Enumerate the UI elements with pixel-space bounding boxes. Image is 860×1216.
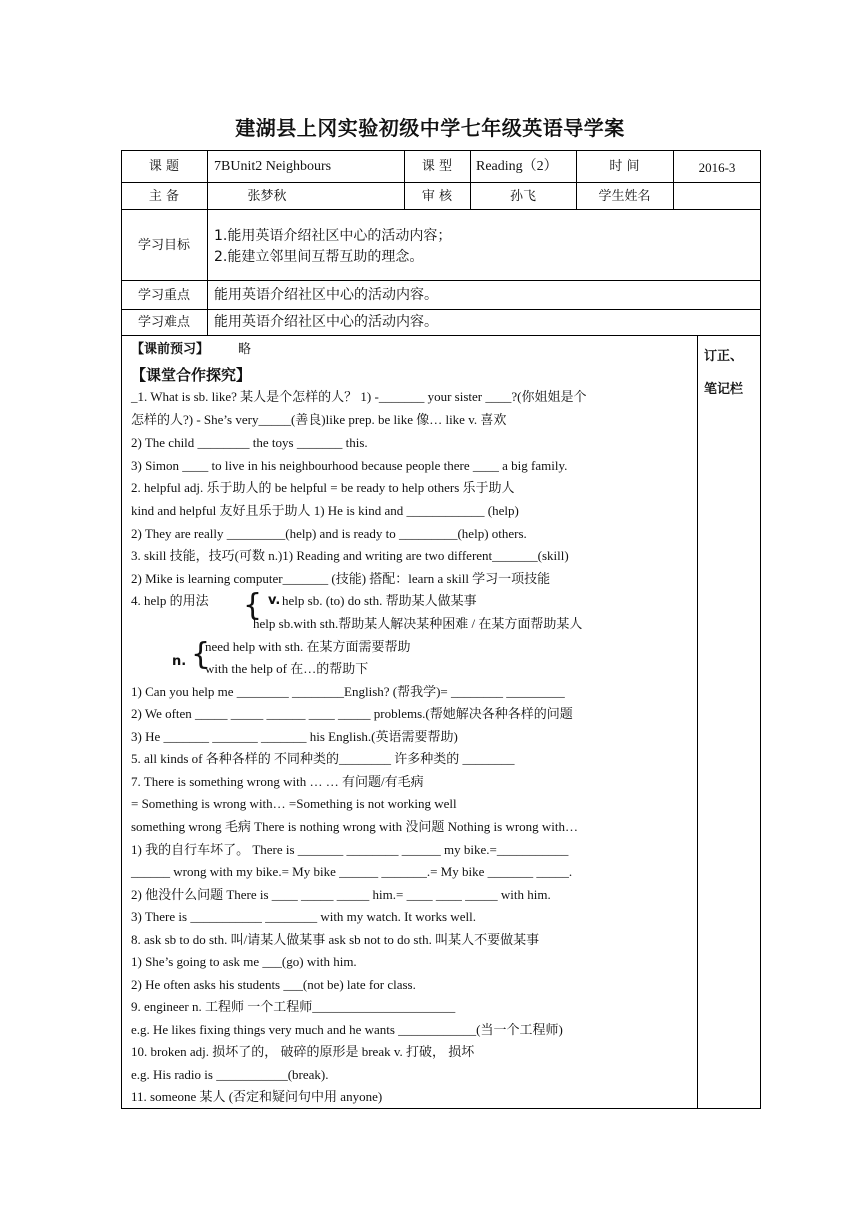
noun-marker: n. (172, 654, 187, 669)
body-line: 11. someone 某人 (否定和疑问句中用 anyone) (131, 1089, 383, 1104)
col-divider (697, 335, 698, 1109)
preview-heading: 【课前预习】 (131, 342, 210, 357)
body-line: kind and helpful 友好且乐于助人 1) He is kind and ____________ (help) (131, 503, 519, 518)
prep-label: 主 备 (148, 189, 180, 204)
body-line: 8. ask sb to do sth. 叫/请某人做某事 ask sb not to do sth. 叫某人不要做某事 (131, 932, 540, 947)
body-line: 3) He _______ _______ _______ his English.(英语需要帮助) (131, 729, 458, 744)
body-line: something wrong 毛病 There is nothing wrong with 没问题 Nothing is wrong with… (131, 819, 579, 834)
col-divider (673, 150, 674, 209)
body-line: 5. all kinds of 各种各样的 不同种类的________ 许多种类的 ________ (131, 751, 515, 766)
body-line: 2) They are really _________(help) and is ready to _________(help) others. (131, 526, 527, 541)
body-line: 2. helpful adj. 乐于助人的 be helpful = be ready to help others 乐于助人 (131, 480, 515, 495)
type-label: 课 型 (421, 159, 453, 174)
focus-value: 能用英语介绍社区中心的活动内容。 (214, 287, 438, 303)
body-line: _1. What is sb. like? 某人是个怎样的人？ 1) -_______ your sister ____?(你姐姐是个 (131, 389, 587, 404)
body-line: 1) 我的自行车坏了。 There is _______ ________ ______ my bike.=___________ (131, 842, 569, 857)
notes-column-label: 订正、 (704, 349, 744, 364)
topic-value: 7BUnit2 Neighbours (214, 159, 332, 174)
brace-icon: { (243, 588, 263, 623)
row-divider (121, 335, 761, 336)
time-label: 时 间 (609, 159, 640, 174)
row-divider (121, 209, 761, 210)
body-line: 4. help 的用法 (131, 593, 209, 608)
body-line: with the help of 在…的帮助下 (205, 661, 369, 676)
student-name-field[interactable] (676, 189, 758, 205)
body-line: ______ wrong with my bike.= My bike ______ _______.= My bike _______ _____. (131, 864, 573, 879)
body-line: 怎样的人?) - She’s very_____(善良)like prep. be like 像… like v. 喜欢 (131, 412, 507, 427)
body-line: 1) She’s going to ask me ___(go) with him. (131, 954, 357, 969)
body-line: 2) The child ________ the toys _______ this. (131, 435, 368, 450)
notes-column-label: 笔记栏 (704, 382, 744, 397)
body-line: e.g. He likes fixing things very much and he wants ____________(当一个工程师) (131, 1022, 563, 1037)
body-line: e.g. His radio is ___________(break). (131, 1067, 329, 1082)
body-line: help sb. (to) do sth. 帮助某人做某事 (282, 593, 477, 608)
body-line: 3) There is ___________ ________ with my watch. It works well. (131, 909, 476, 924)
body-line: 2) We often _____ _____ ______ ____ _____ problems.(帮她解决各种各样的问题 (131, 706, 573, 721)
page-title: 建湖县上冈实验初级中学七年级英语导学案 (235, 116, 625, 140)
student-name-label: 学生姓名 (598, 189, 651, 204)
body-line: 9. engineer n. 工程师 一个工程师______________________ (131, 999, 456, 1014)
preview-text: 略 (238, 342, 252, 357)
review-value: 孙飞 (509, 189, 536, 204)
focus-label: 学习重点 (137, 288, 190, 303)
body-line: 2) Mike is learning computer_______ (技能) 搭配：learn a skill 学习一项技能 (131, 571, 551, 586)
body-line: 1) Can you help me ________ ________English? (帮我学)= ________ _________ (131, 684, 565, 699)
body-line: 3. skill 技能，技巧(可数 n.)1) Reading and writing are two different_______(skill) (131, 548, 569, 563)
review-label: 审 核 (421, 189, 453, 204)
body-line: 7. There is something wrong with … … 有问题/有毛病 (131, 774, 424, 789)
difficulty-label: 学习难点 (137, 315, 190, 330)
goals-label: 学习目标 (137, 238, 190, 253)
body-line: 2) He often asks his students ___(not be) late for class. (131, 977, 416, 992)
brace-icon: { (191, 637, 211, 672)
body-line: 2) 他没什么问题 There is ____ _____ _____ him.= ____ ____ _____ with him. (131, 887, 551, 902)
prep-value: 张梦秋 (247, 189, 287, 204)
explore-heading: 【课堂合作探究】 (131, 366, 252, 384)
body-line: 3) Simon ____ to live in his neighbourhood because people there ____ a big family. (131, 458, 568, 473)
time-value: 2016-3 (698, 160, 736, 175)
difficulty-value: 能用英语介绍社区中心的活动内容。 (214, 314, 438, 330)
body-line: need help with sth. 在某方面需要帮助 (205, 639, 411, 654)
body-line: help sb.with sth.帮助某人解决某种困难 / 在某方面帮助某人 (253, 616, 583, 631)
verb-marker: v. (268, 593, 281, 608)
row-divider (121, 182, 761, 183)
col-divider (207, 150, 208, 335)
row-divider (121, 309, 761, 310)
body-line: 10. broken adj. 损坏了的， 破碎的原形是 break v. 打破， 损坏 (131, 1044, 475, 1059)
goal-item: 2.能建立邻里间互帮互助的理念。 (214, 249, 424, 265)
type-value: Reading（2） (476, 159, 558, 174)
goal-item: 1.能用英语介绍社区中心的活动内容； (214, 228, 452, 244)
topic-label: 课 题 (148, 159, 180, 174)
row-divider (121, 280, 761, 281)
body-line: = Something is wrong with… =Something is not working well (131, 796, 457, 811)
